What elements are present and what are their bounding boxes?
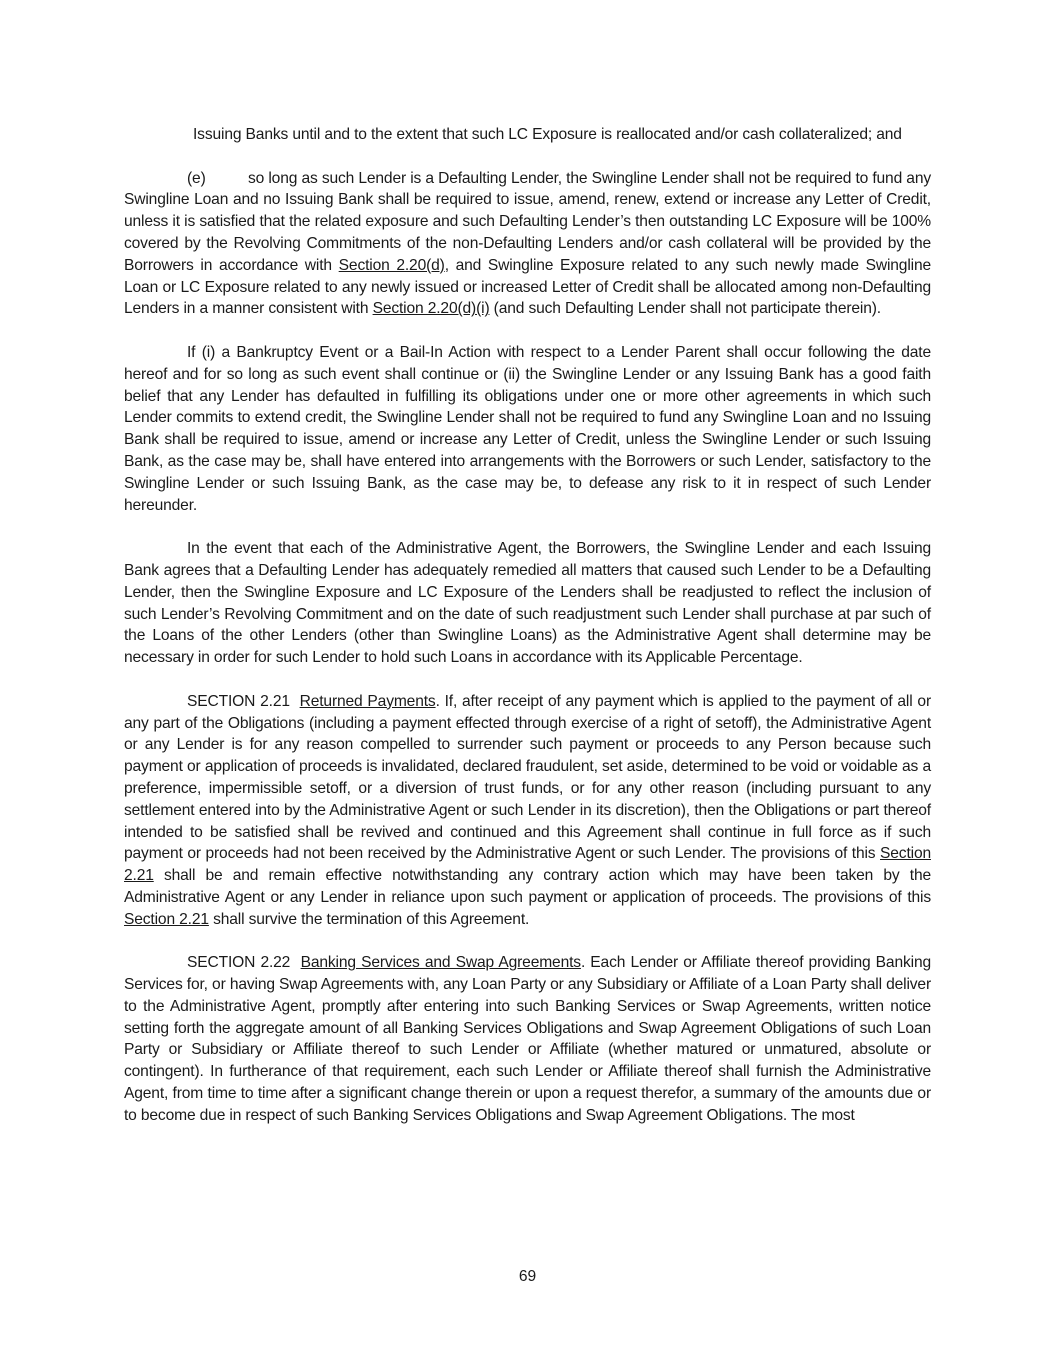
section-2-21-text-1: . If, after receipt of any payment which is applied to the payment of all or any part of the Obligations (including a payment effected through exercise of a right of setoff), the Administrative Agent or any Lender is for any reason compelled to surrender such payment or proceeds to any Person because such payment or application of proceeds is invalidated, declared fraudulent, set aside, determined to be void or voidable as a preference, impermissible setoff, or a diversion of trust funds, or for any other reason (including pursuant to any settlement entered into by the Administrative Agent or such Lender in its discretion), then the Obligations or part thereof intended to be satisfied shall be revived and continued and this Agreement shall continue in full force as if such payment or proceeds had not been received by the Administrative Agent or such Lender. The provisions of this	[124, 692, 931, 863]
section-2-22-paragraph	[124, 952, 931, 1126]
item-e-text-1: so long as such Lender is a Defaulting Lender, the Swingline Lender shall not be required to fund any Swingline Loan and no Issuing Bank shall be required to issue, amend, renew, extend or increase any Letter of Credit, unless it is satisfied that the related exposure and such Defaulting Lender’s then outstanding LC Exposure will be 100% covered by the Revolving Commitments of the non-Defaulting Lenders and/or cash collateral will be provided by the Borrowers in accordance with	[124, 169, 931, 274]
section-2-21-title: Returned Payments	[299, 692, 436, 710]
section-2-21-reference-1: Section 2.21	[124, 845, 931, 885]
remedied-text: In the event that each of the Administrative Agent, the Borrowers, the Swingline Lender and each Issuing Bank agrees that a Defaulting Lender has adequately remedied all matters that caused such Lender to be a Defaulting Lender, then the Swingline Exposure and LC Exposure of the Lenders shall be readjusted to reflect the inclusion of such Lender’s Revolving Commitment and on the date of such readjustment such Lender shall purchase at par such of the Loans of the other Lenders (other than Swingline Loans) as the Administrative Agent shall determine may be necessary in order for such Lender to hold such Loans in accordance with its Applicable Percentage.	[124, 540, 931, 667]
section-2-21-text-3: shall survive the termination of this Agreement.	[208, 910, 530, 928]
item-e-label: (e)	[187, 169, 206, 187]
section-2-20di-reference: Section 2.20(d)(i)	[372, 300, 490, 318]
continuation-text: Issuing Banks until and to the extent that such LC Exposure is reallocated and/or cash collateralized; and	[193, 126, 902, 143]
section-2-20d-reference: Section 2.20(d)	[338, 256, 445, 274]
section-2-22-text-1: . Each Lender or Affiliate thereof providing Banking Services for, or having Swap Agreements with, any Loan Party or any Subsidiary or Affiliate of a Loan Party shall deliver to the Administrative Agent, promptly after entering into such Banking Services or Swap Agreements, written notice setting forth the aggregate amount of all Banking Services Obligations and Swap Agreement Obligations of such Loan Party or Subsidiary or Affiliate thereof to such Lender or Affiliate (whether matured or unmatured, absolute or contingent). In furtherance of that requirement, each such Lender or Affiliate thereof shall furnish the Administrative Agent, from time to time after a significant change therein or upon a request therefor, a summary of the amounts due or to become due in respect of such Banking Services Obligations and Swap Agreement Obligations. The most	[124, 954, 931, 1124]
bankruptcy-paragraph	[124, 342, 931, 516]
item-e-text-3: (and such Defaulting Lender shall not participate therein).	[489, 300, 881, 318]
section-2-22-title: Banking Services and Swap Agreements	[300, 954, 581, 972]
section-2-21-paragraph	[124, 691, 931, 931]
remedied-paragraph	[124, 538, 931, 669]
section-2-21-number: SECTION 2.21	[187, 692, 290, 710]
page-number: 69	[518, 1268, 537, 1285]
item-e-paragraph	[124, 168, 931, 321]
item-e-text-2: , and Swingline Exposure related to any such newly made Swingline Loan or LC Exposure related to any newly issued or increased Letter of Credit shall be allocated among non-Defaulting Lenders in a manner consistent with	[124, 256, 931, 318]
continuation-paragraph	[193, 124, 931, 146]
bankruptcy-text: If (i) a Bankruptcy Event or a Bail-In Action with respect to a Lender Parent shall occur following the date hereof and for so long as such event shall continue or (ii) the Swingline Lender or any Issuing Bank has a good faith belief that any Lender has defaulted in fulfilling its obligations under one or more other agreements in which such Lender commits to extend credit, the Swingline Lender shall not be required to fund any Swingline Loan and no Issuing Bank shall be required to issue, amend or increase any Letter of Credit, unless the Swingline Lender or such Issuing Bank, as the case may be, shall have entered into arrangements with the Borrowers or such Lender, satisfactory to the Swingline Lender or such Issuing Bank, as the case may be, to defease any risk to it in respect of such Lender hereunder.	[124, 343, 931, 514]
section-2-21-reference-2: Section 2.21	[124, 910, 209, 928]
section-2-21-text-2: shall be and remain effective notwithstanding any contrary action which may have been taken by the Administrative Agent or any Lender in reliance upon such payment or application of proceeds. The provisions of this	[124, 867, 931, 906]
document-body	[124, 124, 931, 1148]
section-2-22-number: SECTION 2.22	[187, 954, 291, 972]
